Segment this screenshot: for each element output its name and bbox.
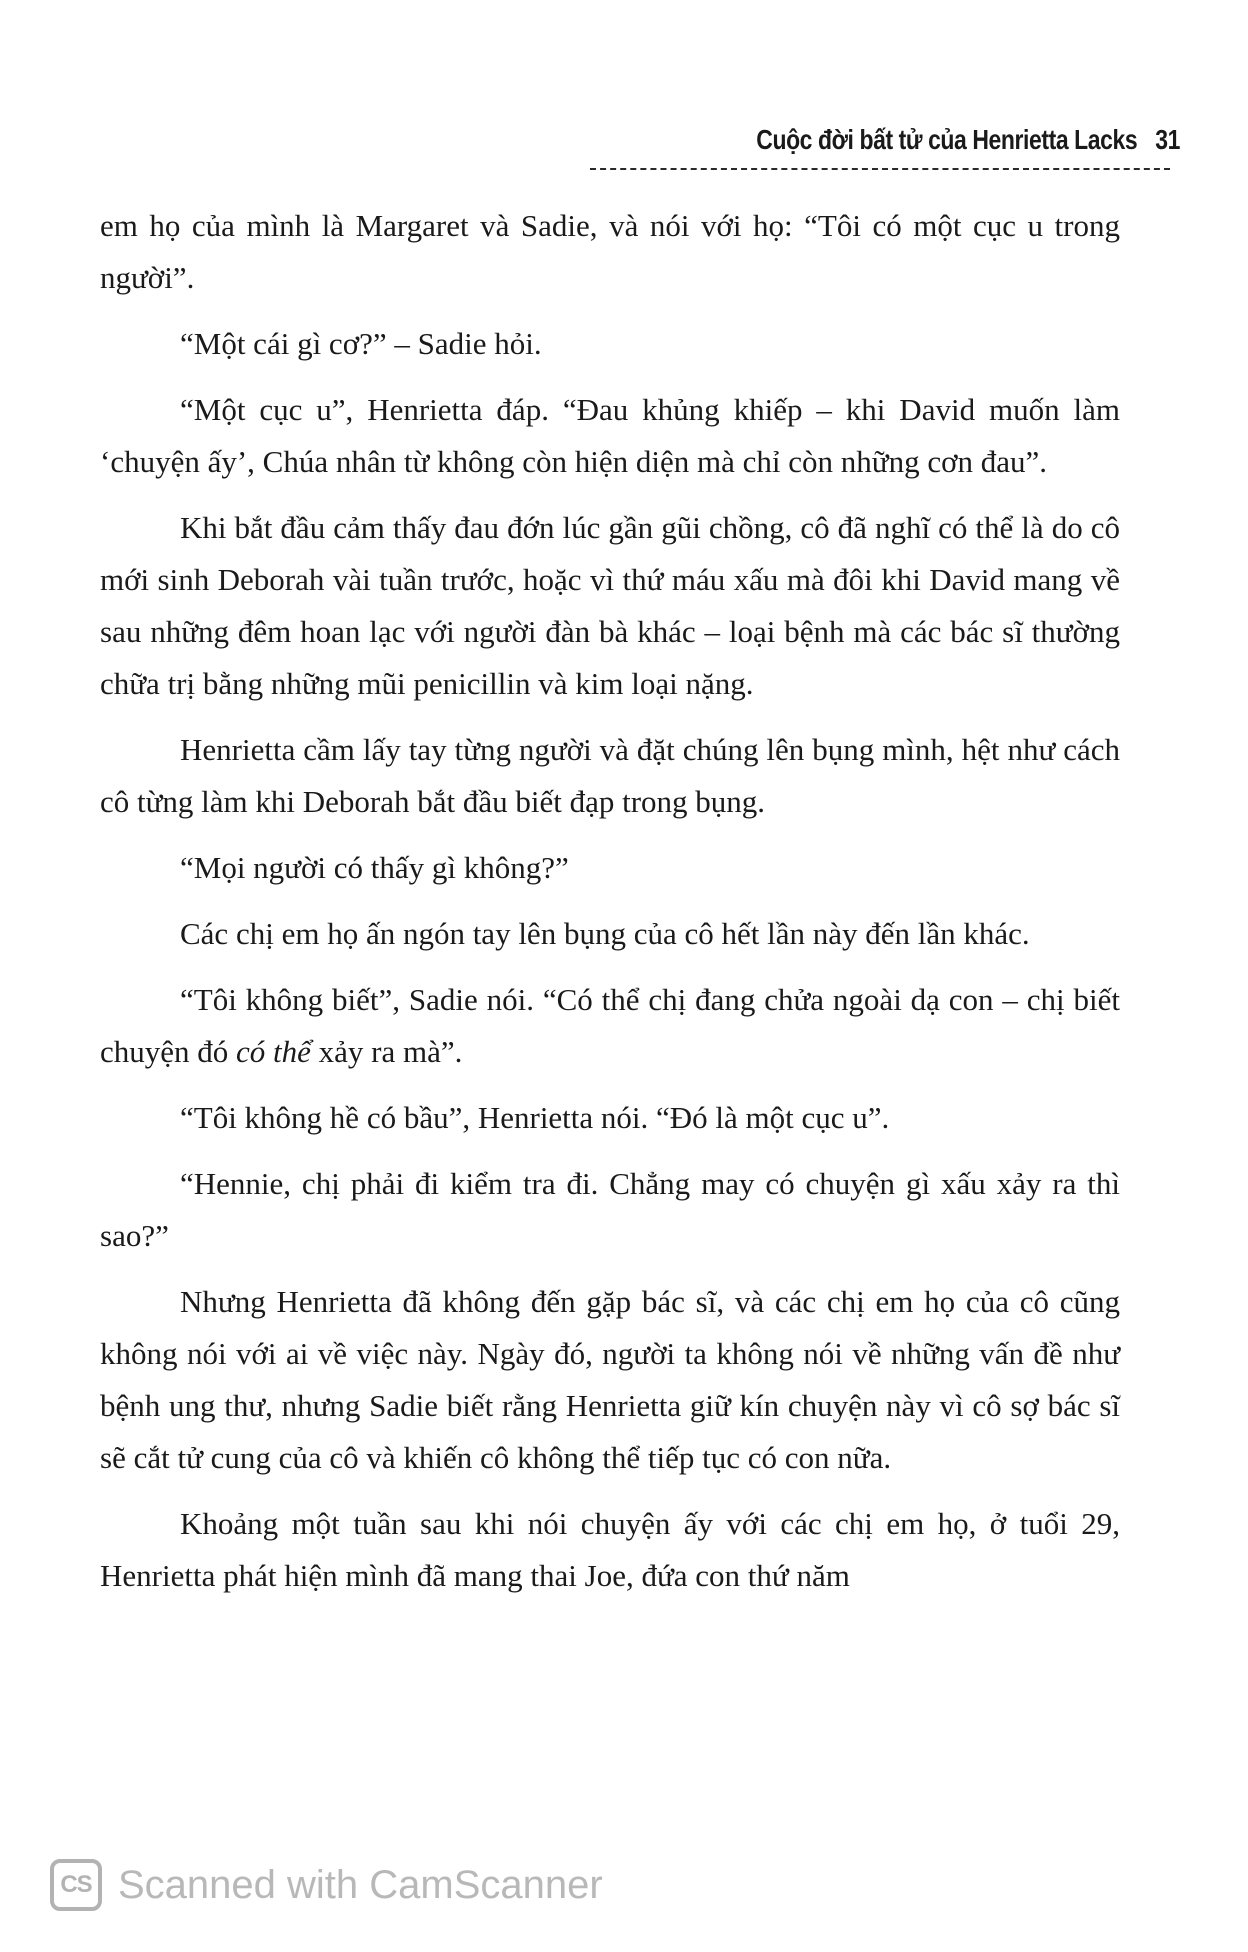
paragraph: “Một cục u”, Henrietta đáp. “Đau khủng khiếp – khi David muốn làm ‘chuyện ấy’, Chúa nhân từ không còn hiện diện mà chỉ còn những cơn đau”. <box>100 392 1120 479</box>
paragraph: “Một cái gì cơ?” – Sadie hỏi. <box>180 326 542 361</box>
paragraph: em họ của mình là Margaret và Sadie, và nói với họ: “Tôi có một cục u trong người”. <box>100 208 1120 295</box>
page-body <box>100 200 1120 1616</box>
camscanner-logo-icon: CS <box>50 1859 102 1911</box>
paragraph: “Hennie, chị phải đi kiểm tra đi. Chẳng may có chuyện gì xấu xảy ra thì sao?” <box>100 1166 1120 1253</box>
running-header <box>704 124 1180 156</box>
paragraph: “Tôi không hề có bầu”, Henrietta nói. “Đó là một cục u”. <box>180 1100 890 1135</box>
paragraph: “Mọi người có thấy gì không?” <box>180 850 569 885</box>
paragraph: Các chị em họ ấn ngón tay lên bụng của cô hết lần này đến lần khác. <box>180 916 1030 951</box>
paragraph: Khi bắt đầu cảm thấy đau đớn lúc gần gũi chồng, cô đã nghĩ có thể là do cô mới sinh Deborah vài tuần trước, hoặc vì thứ máu xấu mà đôi khi David mang về sau những đêm hoan lạc với người đàn bà khác – loại bệnh mà các bác sĩ thường chữa trị bằng những mũi penicillin và kim loại nặng. <box>100 510 1120 701</box>
page-number: 31 <box>1155 124 1180 155</box>
paragraph-text: “Tôi không biết”, Sadie nói. “Có thể chị đang chửa ngoài dạ con – chị biết chuyện đó <box>100 982 1120 1069</box>
paragraph: Khoảng một tuần sau khi nói chuyện ấy với các chị em họ, ở tuổi 29, Henrietta phát hiện mình đã mang thai Joe, đứa con thứ năm <box>100 1506 1120 1593</box>
book-title: Cuộc đời bất tử của Henrietta Lacks <box>756 124 1138 155</box>
header-dashed-rule <box>590 168 1170 170</box>
watermark-text: Scanned with CamScanner <box>118 1862 603 1907</box>
emphasis-text: có thể <box>236 1034 311 1069</box>
paragraph <box>100 974 1120 1078</box>
paragraph: Henrietta cầm lấy tay từng người và đặt chúng lên bụng mình, hệt như cách cô từng làm khi Deborah bắt đầu biết đạp trong bụng. <box>100 732 1120 819</box>
paragraph-text: xảy ra mà”. <box>310 1034 463 1069</box>
camscanner-watermark <box>50 1856 603 1914</box>
paragraph: Nhưng Henrietta đã không đến gặp bác sĩ, và các chị em họ của cô cũng không nói với ai về việc này. Ngày đó, người ta không nói về những vấn đề như bệnh ung thư, nhưng Sadie biết rằng Henrietta giữ kín chuyện này vì cô sợ bác sĩ sẽ cắt tử cung của cô và khiến cô không thể tiếp tục có con nữa. <box>100 1284 1120 1475</box>
